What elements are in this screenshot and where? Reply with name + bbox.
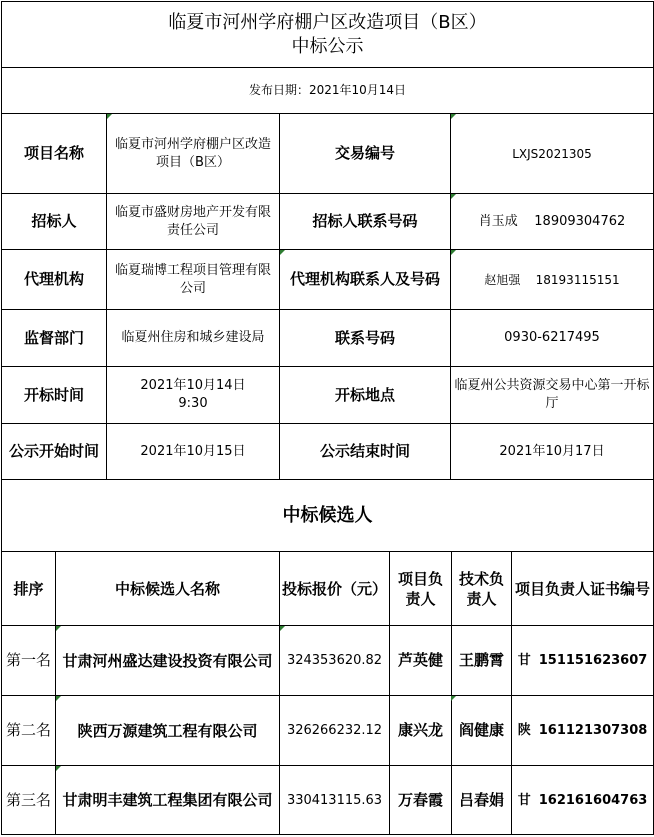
tenderer-label: 招标人 [2, 194, 107, 250]
tenderer-contact-cell [451, 194, 654, 250]
rank-cell: 第二名 [2, 696, 56, 766]
open-place-label: 开标地点 [280, 367, 451, 424]
manager-cell: 芦英健 [390, 626, 452, 696]
cert-prefix: 陕 [517, 723, 531, 738]
cert-cell [512, 626, 654, 696]
cert-cell [512, 766, 654, 835]
table-row [2, 696, 654, 766]
comment-marker [451, 696, 456, 701]
project-name-value: 临夏市河州学府棚户区改造项目（B区） [107, 114, 280, 194]
cert-prefix: 甘 [517, 653, 531, 668]
comment-marker [451, 194, 456, 199]
notice-end-value: 2021年10月17日 [451, 424, 654, 480]
col-manager-header: 项目负责人 [390, 552, 452, 626]
cert-prefix: 甘 [517, 792, 531, 808]
tenderer-value: 临夏市盛财房地产开发有限责任公司 [107, 194, 280, 250]
comment-marker [107, 114, 112, 119]
manager-cell: 康兴龙 [390, 696, 452, 766]
supervisor-value: 临夏州住房和城乡建设局 [107, 310, 280, 367]
agency-phone: 18193115151 [535, 272, 620, 287]
col-name-header: 中标候选人名称 [56, 552, 280, 626]
open-time-value [107, 367, 280, 424]
notice-start-value: 2021年10月15日 [107, 424, 280, 480]
trade-no-value: LXJS2021305 [451, 114, 654, 194]
open-place-value: 临夏州公共资源交易中心第一开标厅 [451, 367, 654, 424]
candidate-name-cell: 甘肃河州盛达建设投资有限公司 [56, 626, 280, 696]
supervisor-phone-value: 0930-6217495 [451, 310, 654, 367]
comment-marker [280, 250, 285, 255]
col-cert-header: 项目负责人证书编号 [512, 552, 654, 626]
notice-start-label: 公示开始时间 [2, 424, 107, 480]
cert-number: 162161604763 [538, 792, 648, 808]
supervisor-label: 监督部门 [2, 310, 107, 367]
open-time-hour: 9:30 [178, 396, 208, 411]
agency-contact-label: 代理机构联系人及号码 [280, 250, 451, 310]
rank-cell: 第三名 [2, 766, 56, 835]
title-line-2: 中标公示 [291, 35, 364, 57]
info-table [1, 113, 654, 480]
tech-cell: 王鹏霄 [452, 626, 512, 696]
agency-label: 代理机构 [2, 250, 107, 310]
publish-date: 发布日期：2021年10月14日 [2, 68, 654, 114]
page-title [2, 2, 654, 68]
price-cell: 324353620.82 [280, 626, 390, 696]
cert-cell [512, 696, 654, 766]
rank-cell: 第一名 [2, 626, 56, 696]
comment-marker [280, 626, 285, 631]
cert-number: 161121307308 [538, 723, 648, 738]
comment-marker [56, 626, 61, 631]
trade-no-label: 交易编号 [280, 114, 451, 194]
agency-value: 临夏瑞博工程项目管理有限公司 [107, 250, 280, 310]
agency-contact: 赵旭强 [484, 272, 521, 287]
col-tech-header: 技术负责人 [452, 552, 512, 626]
candidates-table [1, 479, 654, 835]
comment-marker [56, 696, 61, 701]
title-line-1: 临夏市河州学府棚户区改造项目（B区） [168, 11, 487, 33]
price-cell: 326266232.12 [280, 696, 390, 766]
notice-end-label: 公示结束时间 [280, 424, 451, 480]
candidates-section-title: 中标候选人 [2, 480, 654, 552]
price-cell: 330413115.63 [280, 766, 390, 835]
tenderer-phone: 18909304762 [534, 213, 626, 229]
table-row [2, 766, 654, 835]
tenderer-contact: 肖玉成 [478, 213, 518, 229]
comment-marker [451, 114, 456, 119]
comment-marker [451, 250, 456, 255]
supervisor-phone-label: 联系号码 [280, 310, 451, 367]
open-time-date: 2021年10月14日 [140, 378, 246, 393]
candidate-name-cell: 陕西万源建筑工程有限公司 [56, 696, 280, 766]
table-row [2, 626, 654, 696]
candidate-name-cell: 甘肃明丰建筑工程集团有限公司 [56, 766, 280, 835]
announcement-sheet [1, 1, 653, 836]
project-name-label: 项目名称 [2, 114, 107, 194]
open-time-label: 开标时间 [2, 367, 107, 424]
col-rank-header: 排序 [2, 552, 56, 626]
header-table [1, 1, 654, 114]
tech-cell: 吕春娟 [452, 766, 512, 835]
manager-cell: 万春霞 [390, 766, 452, 835]
col-price-header: 投标报价（元） [280, 552, 390, 626]
cert-number: 151151623607 [538, 653, 648, 668]
tech-cell: 阎健康 [452, 696, 512, 766]
comment-marker [56, 766, 61, 771]
agency-contact-cell [451, 250, 654, 310]
tenderer-phone-label: 招标人联系号码 [280, 194, 451, 250]
